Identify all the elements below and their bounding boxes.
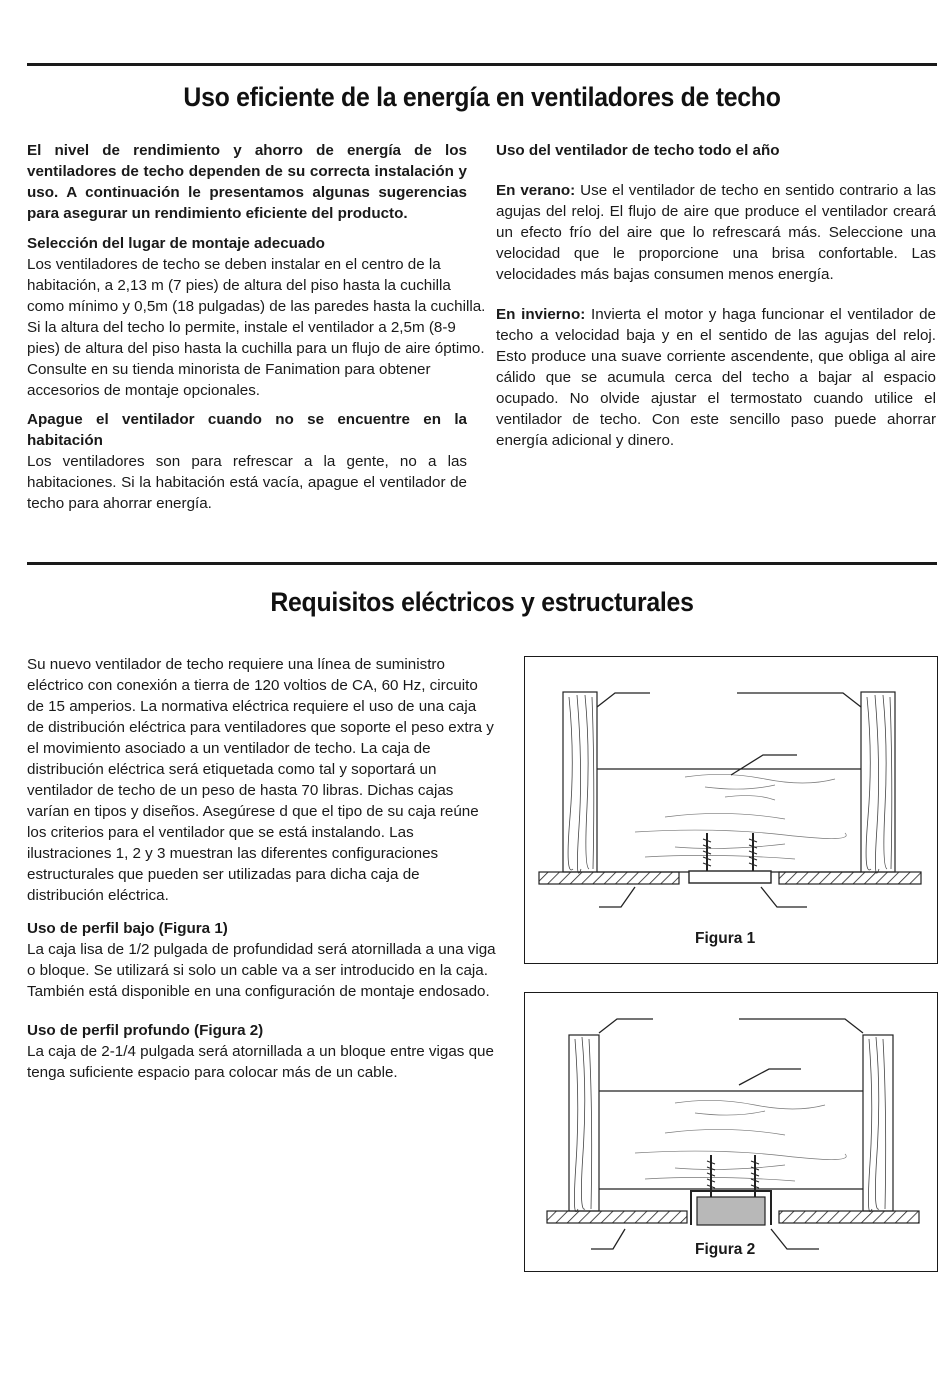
- deep-profile-heading: Uso de perfil profundo (Figura 2): [27, 1022, 264, 1039]
- summer-paragraph: [496, 180, 936, 285]
- middle-rule: [27, 562, 937, 565]
- winter-body: Invierta el motor y haga funcionar el ventilador de techo a velocidad baja y en el sentido de las agujas del reloj. Esto produce una suave corriente ascendente, que obliga al aire cálido que se acumula cerca del techo a bajar al espacio ocupado. No olvide ajustar el termostato cuando utilice el ventilador de techo. Con este sencillo paso puede ahorrar energía adicional y dinero.: [496, 306, 936, 449]
- figure-2-illustration: [525, 993, 937, 1271]
- figure-1-illustration: [525, 657, 937, 963]
- off-heading: Apague el ventilador cuando no se encuentre en la habitación: [27, 411, 467, 449]
- figure-1: [524, 656, 938, 964]
- section2-intro: Su nuevo ventilador de techo requiere una línea de suministro eléctrico con conexión a tierra de 120 voltios de CA, 60 Hz, circuito de 15 amperios. La normativa eléctrica requiere el uso de una caja de distribución eléctrica para ventiladores que soporte el peso extra y el movimiento asociado a un ventilador de techo. La caja de distribución eléctrica será etiquetada como tal y soportará un ventilador de techo de un peso de hasta 70 libras. Dichas cajas varían en tipos y diseños. Asegúrese d que el tipo de su caja reúne los criterios para el ventilador que se está instalando. Las ilustraciones 1, 2 y 3 muestran las diferentes configuraciones estructurales que pueden ser utilizadas para dicha caja de distribución eléctrica.: [27, 656, 494, 904]
- summer-label: En verano:: [496, 182, 576, 199]
- low-profile-heading: Uso de perfil bajo (Figura 1): [27, 920, 228, 937]
- section2-title: Requisitos eléctricos y estructurales: [270, 587, 694, 617]
- section1-title: Uso eficiente de la energía en ventiladores de techo: [183, 82, 781, 112]
- off-body: Los ventiladores son para refrescar a la gente, no a las habitaciones. Si la habitación está vacía, apague el ventilador de techo para ahorrar energía.: [27, 453, 467, 512]
- low-profile-body: La caja lisa de 1/2 pulgada de profundidad será atornillada a una viga o bloque. Se utilizará si solo un cable va a ser introducido en la caja. También está disponible en una configuración de montaje endosado.: [27, 941, 496, 1000]
- winter-label: En invierno:: [496, 306, 586, 323]
- figure-2-caption: Figura 2: [695, 1241, 756, 1258]
- figure-1-caption: Figura 1: [695, 930, 756, 947]
- summer-body: Use el ventilador de techo en sentido contrario a las agujas del reloj. El flujo de aire que produce el ventilador creará un efecto frío del aire que lo refrescará más. Seleccione una velocidad que le proporcione una brisa confortable. Las velocidades más bajas consumen menos energía.: [496, 182, 936, 283]
- section2-left-column: [27, 654, 497, 1083]
- yearround-heading: Uso del ventilador de techo todo el año: [496, 142, 780, 159]
- section1-intro: El nivel de rendimiento y ahorro de energía de los ventiladores de techo dependen de su correcta instalación y uso. A continuación le presentamos algunas sugerencias para asegurar un rendimiento eficiente del producto.: [27, 142, 467, 222]
- figure-2: [524, 992, 938, 1272]
- section1-left-column: [27, 140, 486, 514]
- section1-right-column: [496, 140, 936, 451]
- top-rule: [27, 63, 937, 66]
- winter-paragraph: [496, 304, 936, 451]
- location-body: Los ventiladores de techo se deben instalar en el centro de la habitación, a 2,13 m (7 pies) de altura del piso hasta la cuchilla como mínimo y 0,5m (18 pulgadas) de las paredes hasta la cuchilla. Si la altura del techo lo permite, instale el ventilador a 2,5m (8-9 pies) de altura del piso hasta la cuchilla para un flujo de aire óptimo. Consulte en su tienda minorista de Fanimation para obtener accesorios de montaje opcionales.: [27, 256, 486, 399]
- location-heading: Selección del lugar de montaje adecuado: [27, 235, 325, 252]
- deep-profile-body: La caja de 2-1/4 pulgada será atornillada a un bloque entre vigas que tenga suficiente espacio para colocar más de un cable.: [27, 1043, 494, 1081]
